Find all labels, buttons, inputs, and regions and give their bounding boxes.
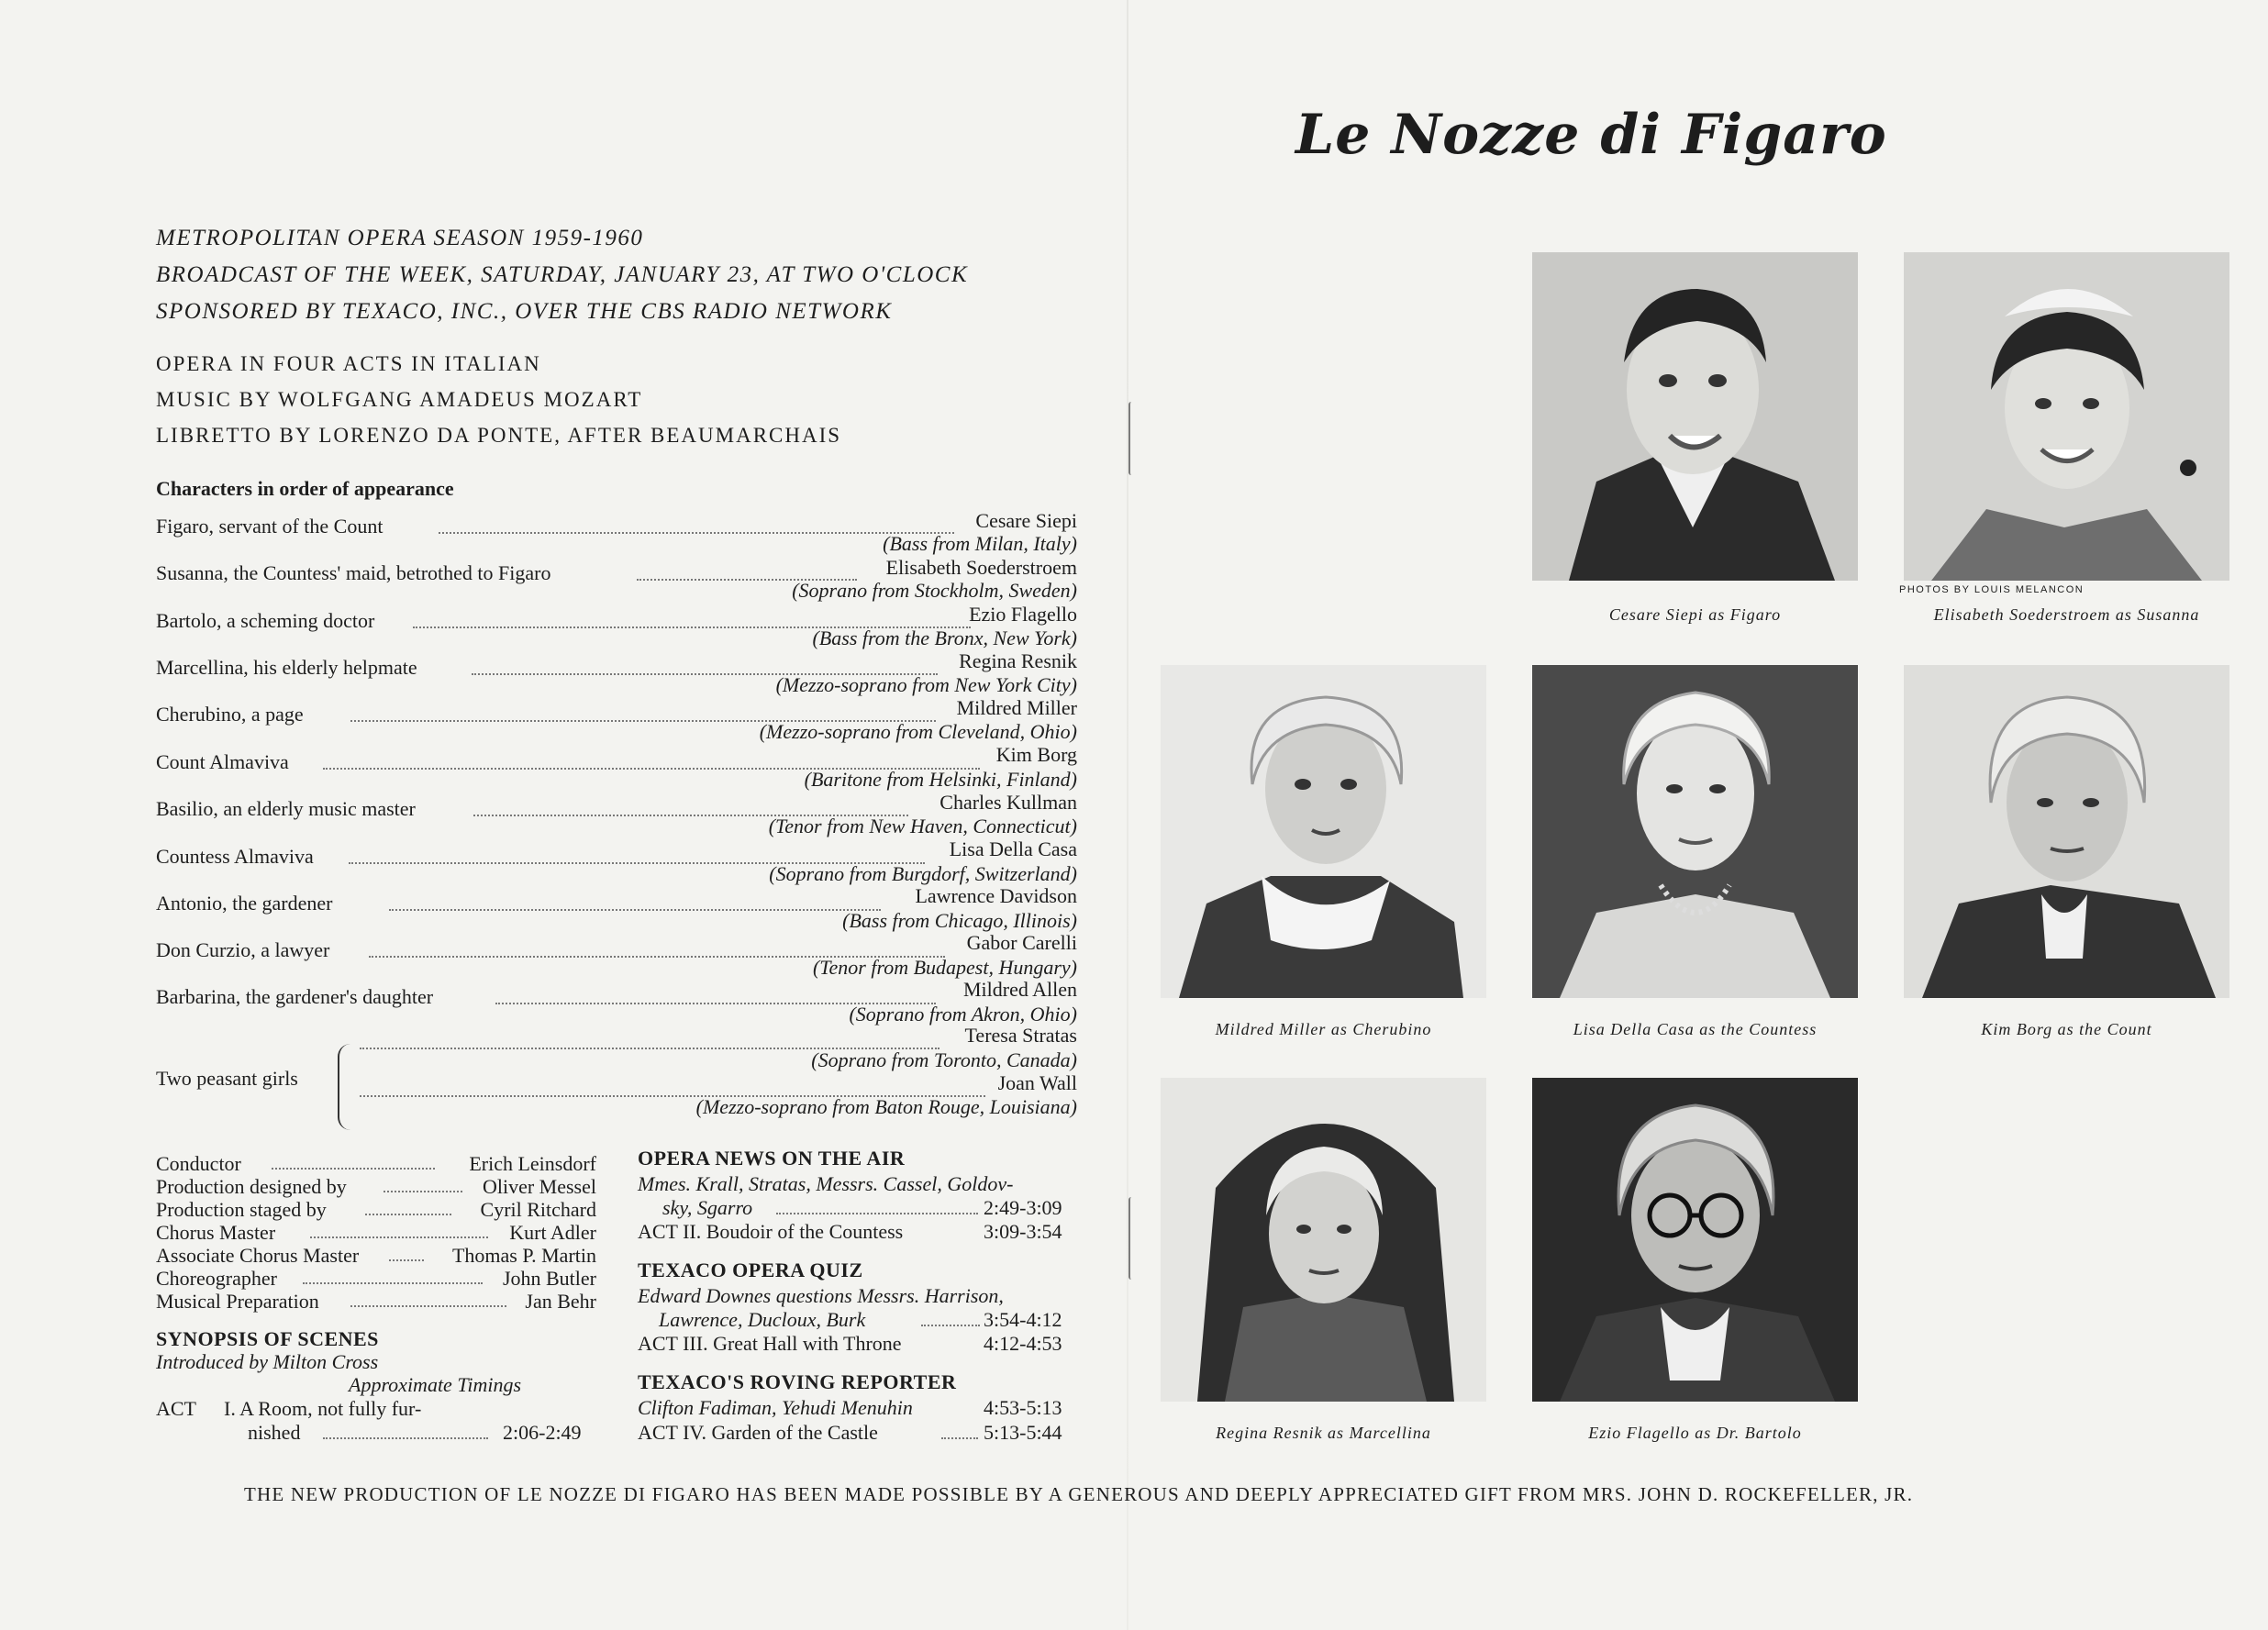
crew-label: Associate Chorus Master — [156, 1244, 360, 1267]
act3-scene: ACT III. Great Hall with Throne — [638, 1332, 902, 1355]
synopsis-intro: Introduced by Milton Cross — [156, 1350, 379, 1373]
cast-origin: (Mezzo-soprano from Baton Rouge, Louisiana) — [695, 1095, 1077, 1118]
footer-note: THE NEW PRODUCTION OF LE NOZZE DI FIGARO HAS BEEN MADE POSSIBLE BY A GENEROUS AND DEEPLY APPRECIATED GIFT FROM MRS. JOHN D. ROCKEFELLER, JR. — [244, 1483, 1914, 1505]
photo-caption: Ezio Flagello as Dr. Bartolo — [1588, 1424, 1802, 1442]
crew-label: Chorus Master — [156, 1221, 276, 1244]
photo-lisa-della-casa — [1532, 665, 1858, 998]
act1-scene-cont: nished — [248, 1421, 301, 1444]
cast-origin: (Baritone from Helsinki, Finland) — [804, 768, 1077, 791]
cast-singer: Lawrence Davidson — [915, 884, 1077, 907]
cast-singer: Charles Kullman — [939, 791, 1077, 814]
page-fold — [1127, 0, 1128, 1630]
opera-title: Le Nozze di Figaro — [1295, 103, 1887, 167]
cast-role: Cherubino, a page — [156, 703, 304, 726]
cast-origin: (Tenor from New Haven, Connecticut) — [768, 815, 1077, 837]
cast-singer: Mildred Allen — [962, 978, 1077, 1001]
cast-origin: (Soprano from Toronto, Canada) — [811, 1048, 1077, 1071]
cast-singer: Cesare Siepi — [975, 509, 1077, 532]
cast-singer: Mildred Miller — [956, 696, 1077, 719]
cast-singer: Teresa Stratas — [964, 1024, 1077, 1047]
cast-role: Marcellina, his elderly helpmate — [156, 656, 417, 679]
dot-leader — [389, 909, 881, 911]
dot-leader — [323, 1437, 488, 1439]
cast-origin: (Bass from Chicago, Illinois) — [842, 909, 1077, 932]
act-label: ACT — [156, 1397, 196, 1420]
cast-role: Susanna, the Countess' maid, betrothed to Figaro — [156, 561, 551, 584]
opera-news-guests: Mmes. Krall, Stratas, Messrs. Cassel, Goldov- — [638, 1172, 1014, 1195]
cast-origin: (Mezzo-soprano from New York City) — [775, 673, 1077, 696]
crew-name: Kurt Adler — [509, 1221, 596, 1244]
composer-line: MUSIC BY WOLFGANG AMADEUS MOZART — [156, 388, 643, 411]
dot-leader — [921, 1325, 980, 1326]
crew-name: Oliver Messel — [482, 1175, 596, 1198]
dot-leader — [941, 1437, 978, 1439]
cast-singer: Lisa Della Casa — [949, 837, 1077, 860]
timings-label: Approximate Timings — [349, 1373, 522, 1396]
act3-time: 4:12-4:53 — [984, 1332, 1062, 1355]
quiz-time: 3:54-4:12 — [984, 1308, 1062, 1331]
cast-origin: (Bass from the Bronx, New York) — [812, 626, 1077, 649]
cast-singer: Gabor Carelli — [966, 931, 1077, 954]
sponsor-line: SPONSORED BY TEXACO, INC., OVER THE CBS RADIO NETWORK — [156, 299, 893, 324]
cast-role: Two peasant girls — [156, 1067, 298, 1090]
cast-origin: (Soprano from Stockholm, Sweden) — [792, 579, 1077, 602]
crew-name: Jan Behr — [525, 1290, 596, 1313]
season-line: METROPOLITAN OPERA SEASON 1959-1960 — [156, 226, 644, 250]
cast-origin: (Bass from Milan, Italy) — [883, 532, 1077, 555]
photo-caption: Regina Resnik as Marcellina — [1216, 1424, 1431, 1442]
photo-caption: Cesare Siepi as Figaro — [1608, 605, 1782, 624]
crew-name: John Butler — [502, 1267, 596, 1290]
reporter-title: TEXACO'S ROVING REPORTER — [638, 1370, 957, 1393]
staple — [1128, 402, 1134, 475]
cast-singer: Regina Resnik — [959, 649, 1077, 672]
crew-label: Conductor — [156, 1152, 241, 1175]
crew-label: Musical Preparation — [156, 1290, 319, 1313]
cast-singer: Kim Borg — [995, 743, 1077, 766]
photo-regina-resnik — [1161, 1078, 1486, 1402]
act2-time: 3:09-3:54 — [984, 1220, 1062, 1243]
photo-cesare-siepi — [1532, 252, 1858, 581]
crew-name: Erich Leinsdorf — [469, 1152, 596, 1175]
brace — [338, 1044, 354, 1130]
photo-credit: PHOTOS BY LOUIS MELANCON — [1899, 584, 2085, 595]
act4-time: 5:13-5:44 — [984, 1421, 1062, 1444]
act1-scene: I. A Room, not fully fur- — [224, 1397, 422, 1420]
crew-name: Thomas P. Martin — [451, 1244, 596, 1267]
photo-ezio-flagello — [1532, 1078, 1858, 1402]
photo-caption: Lisa Della Casa as the Countess — [1573, 1020, 1818, 1038]
cast-role: Basilio, an elderly music master — [156, 797, 416, 820]
photo-kim-borg — [1904, 665, 2229, 998]
dot-leader — [384, 1191, 462, 1192]
photo-caption: Elisabeth Soederstroem as Susanna — [1933, 605, 2200, 624]
dot-leader — [303, 1282, 483, 1284]
cast-origin: (Soprano from Burgdorf, Switzerland) — [769, 862, 1077, 885]
quiz-guests-cont: Lawrence, Ducloux, Burk — [659, 1308, 866, 1331]
cast-role: Don Curzio, a lawyer — [156, 938, 330, 961]
cast-role: Antonio, the gardener — [156, 892, 333, 915]
dot-leader — [365, 1214, 451, 1215]
photo-mildred-miller — [1161, 665, 1486, 998]
dot-leader — [310, 1236, 488, 1238]
crew-name: Cyril Ritchard — [480, 1198, 596, 1221]
cast-singer: Elisabeth Soederstroem — [885, 556, 1077, 579]
photo-elisabeth-soederstroem — [1904, 252, 2229, 581]
act4-scene: ACT IV. Garden of the Castle — [638, 1421, 878, 1444]
dot-leader — [776, 1213, 978, 1214]
cast-role: Figaro, servant of the Count — [156, 515, 384, 538]
photo-caption: Mildred Miller as Cherubino — [1215, 1020, 1432, 1038]
quiz-title: TEXACO OPERA QUIZ — [638, 1259, 863, 1281]
reporter-guests: Clifton Fadiman, Yehudi Menuhin — [638, 1396, 913, 1419]
cast-role: Count Almaviva — [156, 750, 289, 773]
act2-scene: ACT II. Boudoir of the Countess — [638, 1220, 904, 1243]
quiz-guests: Edward Downes questions Messrs. Harrison, — [638, 1284, 1004, 1307]
synopsis-title: SYNOPSIS OF SCENES — [156, 1327, 379, 1350]
libretto-line: LIBRETTO BY LORENZO DA PONTE, AFTER BEAUMARCHAIS — [156, 424, 842, 447]
crew-label: Choreographer — [156, 1267, 277, 1290]
dot-leader — [272, 1168, 435, 1170]
broadcast-line: BROADCAST OF THE WEEK, SATURDAY, JANUARY 23, AT TWO O'CLOCK — [156, 262, 969, 287]
cast-singer: Joan Wall — [997, 1071, 1077, 1094]
photo-caption: Kim Borg as the Count — [1981, 1020, 2152, 1038]
crew-label: Production staged by — [156, 1198, 327, 1221]
crew-label: Production designed by — [156, 1175, 347, 1198]
reporter-time: 4:53-5:13 — [984, 1396, 1062, 1419]
opera-news-title: OPERA NEWS ON THE AIR — [638, 1147, 906, 1170]
cast-origin: (Mezzo-soprano from Cleveland, Ohio) — [759, 720, 1077, 743]
opera-news-guests-cont: sky, Sgarro — [662, 1196, 753, 1219]
cast-origin: (Soprano from Akron, Ohio) — [849, 1003, 1077, 1026]
dot-leader — [439, 532, 954, 534]
staple — [1128, 1197, 1134, 1280]
cast-singer: Ezio Flagello — [969, 603, 1077, 626]
cast-origin: (Tenor from Budapest, Hungary) — [812, 956, 1077, 979]
dot-leader — [350, 1305, 506, 1307]
opera-info-line: OPERA IN FOUR ACTS IN ITALIAN — [156, 352, 541, 375]
cast-role: Barbarina, the gardener's daughter — [156, 985, 434, 1008]
cast-role: Countess Almaviva — [156, 845, 314, 868]
act1-time: 2:06-2:49 — [503, 1421, 582, 1444]
characters-heading: Characters in order of appearance — [156, 477, 454, 500]
opera-news-time: 2:49-3:09 — [984, 1196, 1062, 1219]
cast-role: Bartolo, a scheming doctor — [156, 609, 375, 632]
dot-leader — [389, 1259, 424, 1261]
